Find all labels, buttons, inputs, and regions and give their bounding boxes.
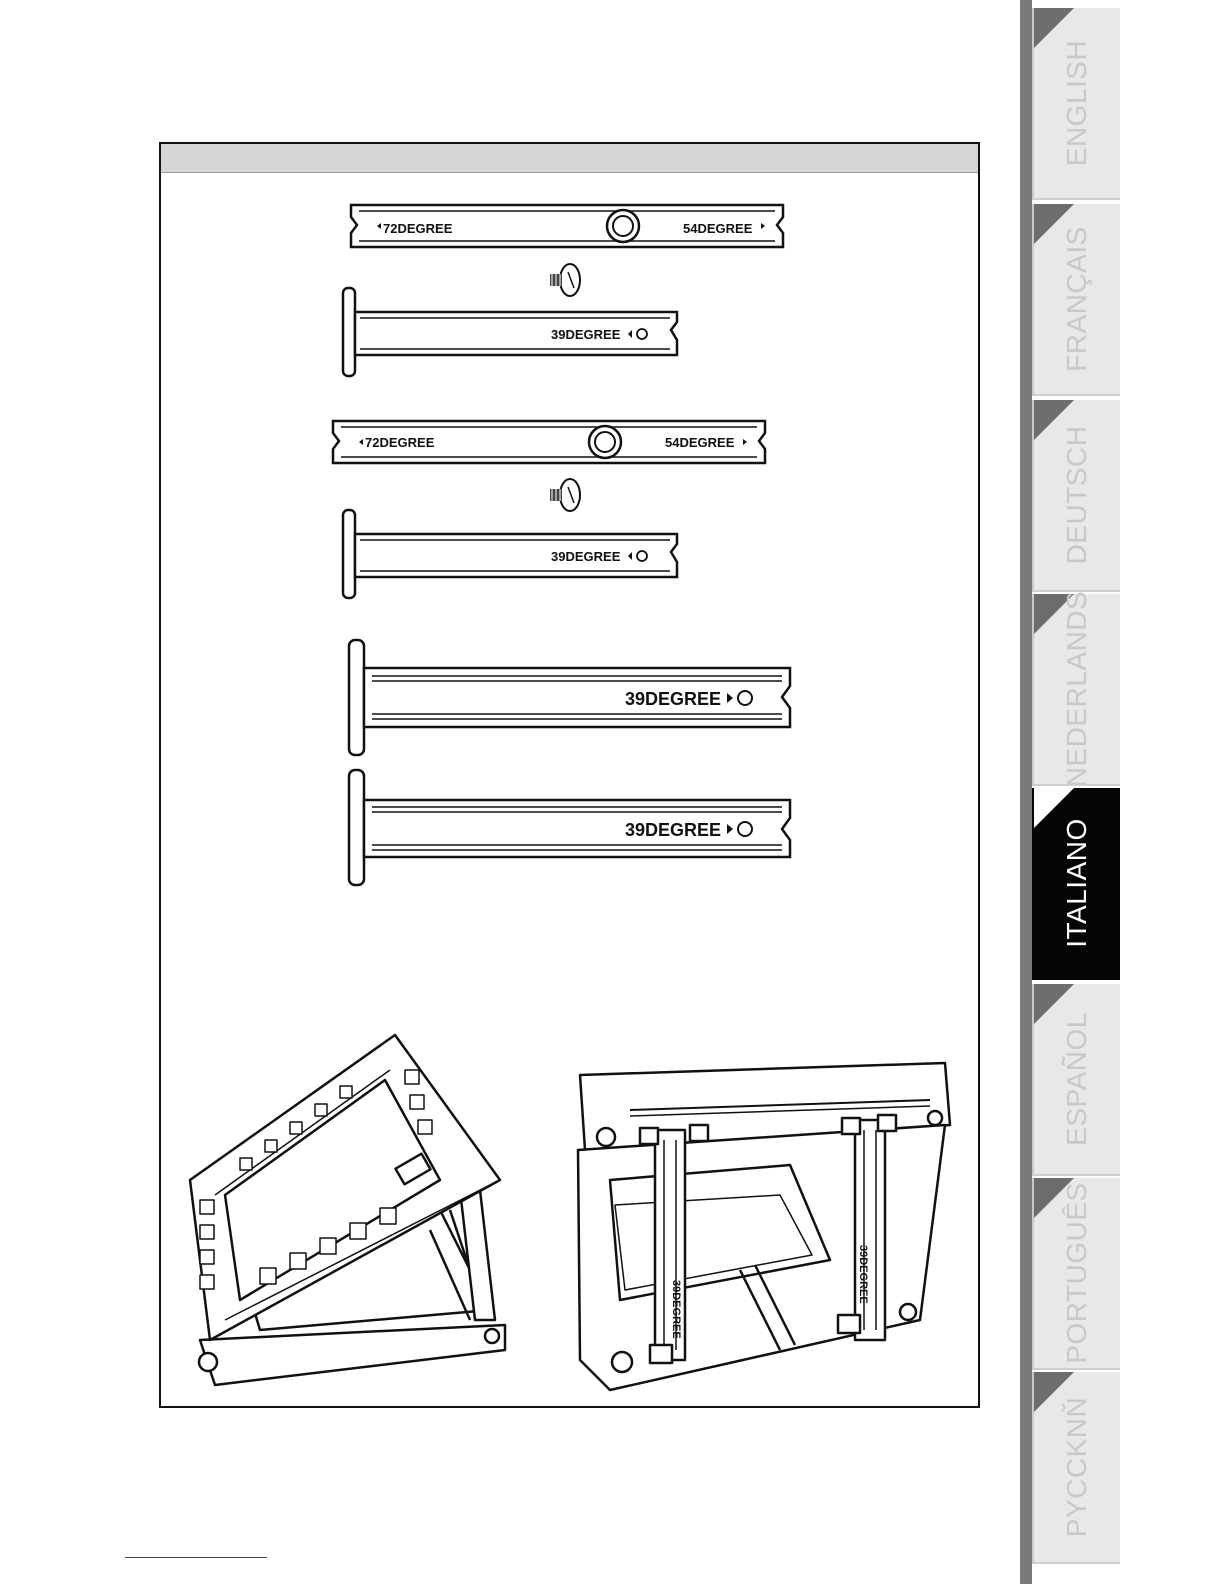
large-leg-2-label: 39DEGREE <box>625 820 722 840</box>
underside-leg-right-label: 39DEGREE <box>857 1245 869 1304</box>
screw-2 <box>550 479 580 511</box>
tab-russian[interactable] <box>1032 1372 1120 1564</box>
tab-russian-label: PYCCKNŇ <box>1061 1396 1092 1538</box>
tab-espanol-label: ESPAÑOL <box>1061 1012 1092 1146</box>
tab-english[interactable] <box>1032 8 1120 200</box>
large-leg-2 <box>349 770 790 885</box>
tab-deutsch-label: DEUTSCH <box>1061 425 1092 565</box>
tab-nederlands-label: NEDERLANDS <box>1061 590 1092 788</box>
tab-italiano-label: ITALIANO <box>1061 818 1092 948</box>
tab-italiano[interactable] <box>1032 788 1120 980</box>
short-leg-1-label: 39DEGREE <box>551 327 621 342</box>
short-leg-1 <box>343 288 677 376</box>
long-bar-2-left-label: 72DEGREE <box>365 435 435 450</box>
tab-deutsch[interactable] <box>1032 400 1120 592</box>
large-leg-1-label: 39DEGREE <box>625 689 722 709</box>
language-tabs <box>1020 0 1120 1584</box>
long-bar-1-left-label: 72DEGREE <box>383 221 453 236</box>
screw-1 <box>550 264 580 296</box>
large-leg-1 <box>349 640 790 755</box>
panel-underside-view <box>578 1063 950 1390</box>
tab-nederlands[interactable] <box>1032 590 1120 788</box>
short-leg-2 <box>343 510 677 598</box>
panel-front-view <box>190 1035 505 1385</box>
tab-francais-label: FRANÇAIS <box>1061 226 1092 372</box>
tab-francais[interactable] <box>1032 204 1120 396</box>
footer-rule <box>125 1557 267 1558</box>
tab-portugues-label: PORTUGUÊS <box>1061 1182 1092 1364</box>
tab-portugues[interactable] <box>1032 1178 1120 1370</box>
long-bar-2-right-label: 54DEGREE <box>665 435 735 450</box>
tab-espanol[interactable] <box>1032 984 1120 1176</box>
long-bar-1-right-label: 54DEGREE <box>683 221 753 236</box>
underside-leg-left-label: 39DEGREE <box>670 1280 682 1339</box>
tab-english-label: ENGLISH <box>1061 39 1092 167</box>
short-leg-2-label: 39DEGREE <box>551 549 621 564</box>
